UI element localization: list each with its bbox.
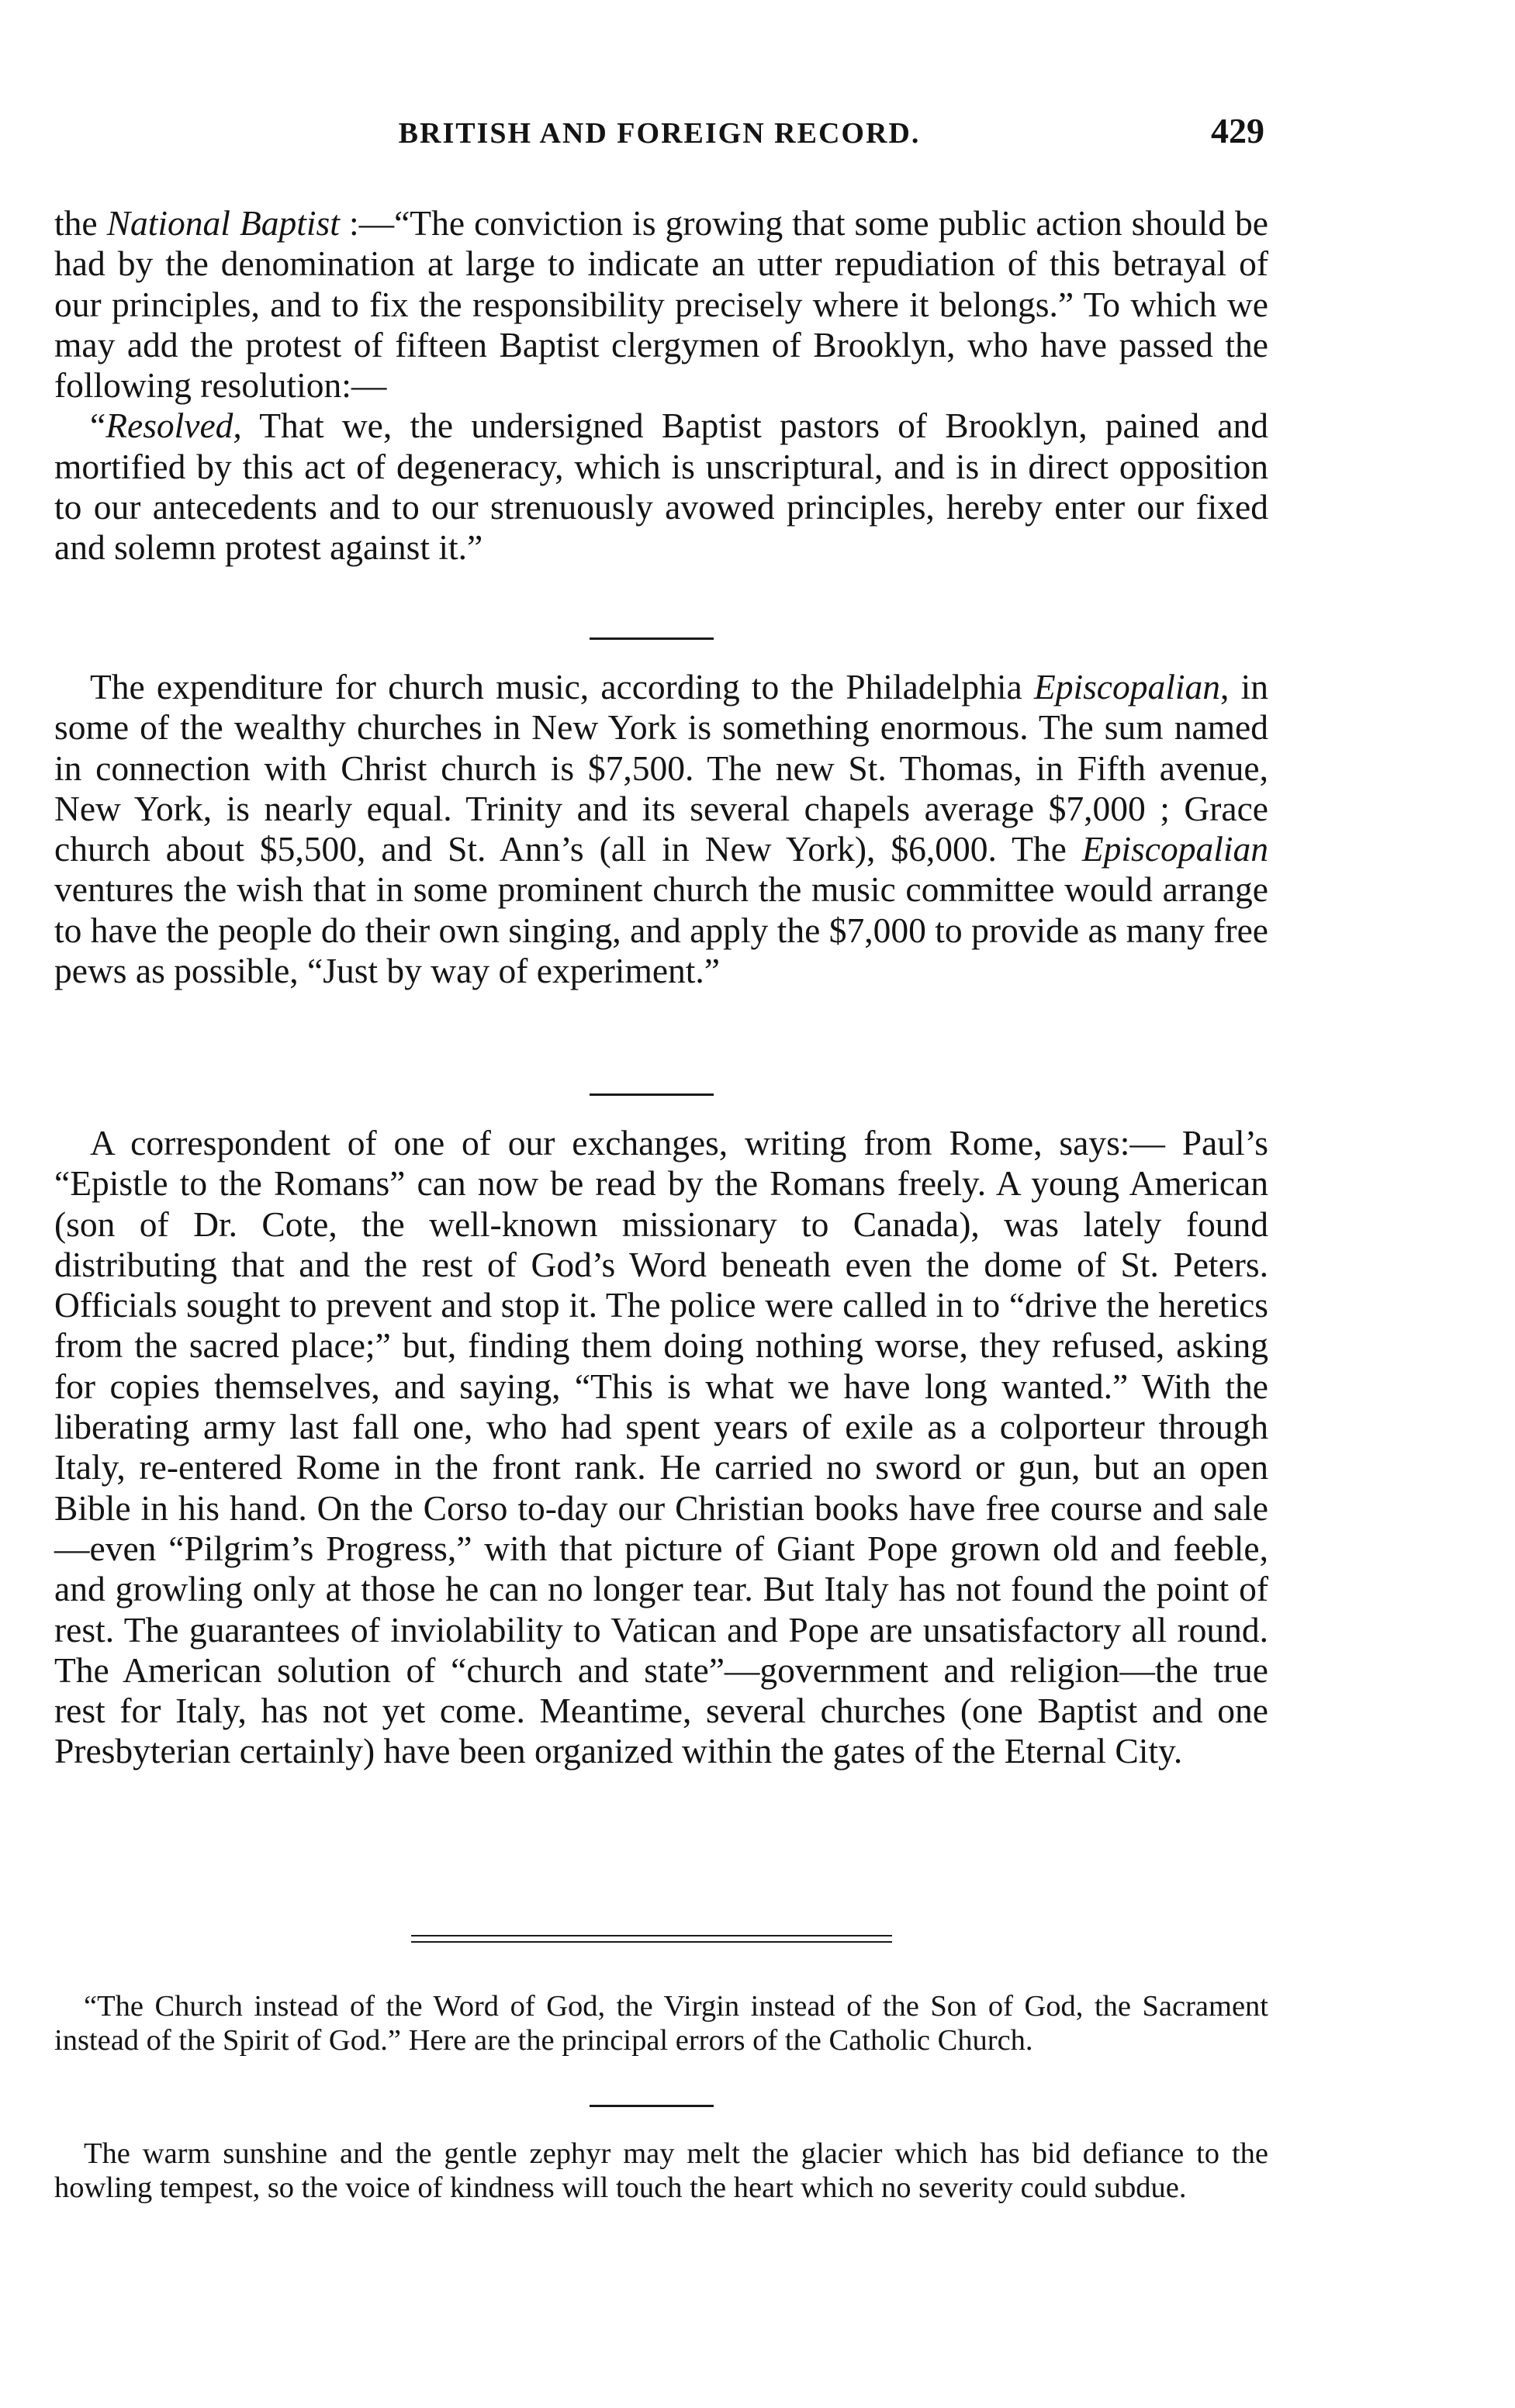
page-header	[54, 111, 1264, 163]
double-divider	[411, 1935, 892, 1943]
section-divider	[590, 637, 714, 640]
resolution-open-quote: “	[90, 406, 106, 446]
resolution-text: That we, the undersigned Baptist pastors of Brooklyn, pained and mortified by this act of degeneracy, which is unscriptural, and is in direct opposition to our antecedents and to our strenuously avowed principles, hereby enter our fixed and solemn protest against it.”	[54, 406, 1268, 568]
rome-paragraph: A correspondent of one of our exchanges, writing from Rome, says:— Paul’s “Epistle to the Romans” can now be read by the Romans freely. A young American (son of Dr. Cote, the well-known missionary to Canada), was lately found distributing that and the rest of God’s Word beneath even the dome of St. Peters. Officials sought to prevent and stop it. The police were called in to “drive the heretics from the sacred place;” but, finding them doing nothing worse, they refused, asking for copies themselves, and saying, “This is what we have long wanted.” With the liberating army last fall one, who had spent years of exile as a colporteur through Italy, re-entered Rome in the front rank. He carried no sword or gun, but an open Bible in his hand. On the Corso to-day our Christian books have free course and sale—even “Pilgrim’s Progress,” with that picture of Giant Pope grown old and feeble, and growling only at those he can no longer tear. But Italy has not found the point of rest. The guarantees of inviolability to Vatican and Pope are unsatisfactory all round. The American solution of “church and state”—government and religion—the true rest for Italy, has not yet come. Meantime, several churches (one Baptist and one Presbyterian certainly) have been organized within the gates of the Eternal City.	[54, 1123, 1268, 1771]
episcopalian-title: Episcopalian	[1033, 667, 1221, 707]
episcopalian-title-2: Episcopalian	[1081, 829, 1268, 869]
baptist-intro-pre: the	[54, 203, 107, 243]
section-divider	[590, 1093, 714, 1096]
church-errors-paragraph: “The Church instead of the Word of God, the Virgin instead of the Son of God, the Sacrament instead of the Spirit of God.” Here are the principal errors of the Catholic Church.	[54, 1990, 1268, 2057]
section-divider	[590, 2105, 714, 2107]
running-head: BRITISH AND FOREIGN RECORD.	[398, 117, 921, 150]
resolved-word: Resolved,	[105, 406, 242, 446]
kindness-quote	[54, 2137, 1268, 2205]
baptist-protest-section	[54, 203, 1268, 568]
kindness-paragraph: The warm sunshine and the gentle zephyr may melt the glacier which has bid defiance to the howling tempest, so the voice of kindness will touch the heart which no severity could subdue.	[54, 2137, 1268, 2204]
music-text-3: ventures the wish that in some prominent church the music committee would arrange to have the people do their own singing, and apply the $7,000 to provide as many free pews as possible, “Just by way of experiment.”	[54, 869, 1268, 991]
baptist-intro-text: :—“The conviction is growing that some public action should be had by the denomination at large to indicate an utter repudiation of this betrayal of our principles, and to fix the responsibility precisely where it belongs.” To which we may add the protest of fifteen Baptist clergymen of Brooklyn, who have passed the following resolution:—	[54, 203, 1268, 406]
resolution-paragraph	[54, 406, 1268, 568]
church-music-section	[54, 667, 1268, 991]
rome-bible-section	[54, 1123, 1268, 1772]
national-baptist-title: National Baptist	[106, 203, 340, 243]
church-music-paragraph	[54, 667, 1268, 991]
music-text-1: The expenditure for church music, according to the Philadelphia	[90, 667, 1034, 707]
page-number: 429	[1211, 111, 1264, 150]
church-errors-quote	[54, 1989, 1268, 2057]
baptist-paragraph	[54, 203, 1268, 406]
music-text-2: , in some of the wealthy churches in New York is something enormous. The sum named in connection with Christ church is $7,500. The new St. Thomas, in Fifth avenue, New York, is nearly equal. Trinity and its several chapels average $7,000 ; Grace church about $5,500, and St. Ann’s (all in New York), $6,000. The	[54, 667, 1268, 869]
